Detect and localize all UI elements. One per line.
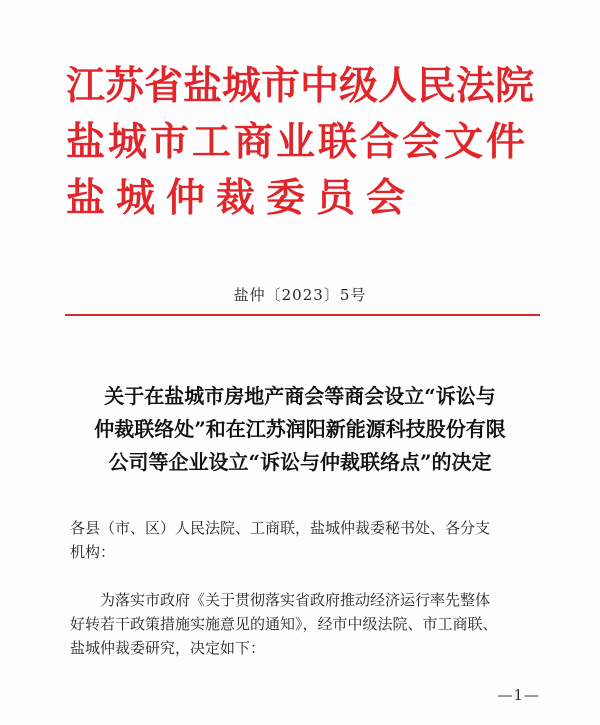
title-line-3: 公司等企业设立“诉讼与仲裁联络点”的决定 <box>108 450 492 474</box>
title-line-2: 仲裁联络处”和在江苏润阳新能源科技股份有限 <box>94 417 506 441</box>
header-court: 江苏省盐城市中级人民法院 <box>66 63 535 109</box>
body-line-2: 好转若干政策措施实施意见的通知》，经市中级法院、市工商联、 <box>70 615 498 633</box>
body-line-3: 盐城仲裁委研究，决定如下： <box>70 639 266 657</box>
title-line-1: 关于在盐城市房地产商会等商会设立“诉讼与 <box>104 384 496 408</box>
body-paragraph <box>70 588 540 660</box>
salutation <box>70 516 540 564</box>
page-number: —1— <box>497 686 540 704</box>
issuing-authorities-header <box>66 58 536 226</box>
document-number: 盐仲〔2023〕5号 <box>233 286 367 304</box>
salutation-line-1: 各县（市、区）人民法院、工商联，盐城仲裁委秘书处、各分支 <box>70 519 491 537</box>
header-federation: 盐城市工商业联合会文件 <box>66 119 529 165</box>
salutation-line-2: 机构： <box>70 543 116 561</box>
body-line-1: 为落实市政府《关于贯彻落实省政府推动经济运行率先整体 <box>100 591 491 609</box>
red-divider <box>65 314 540 316</box>
document-title <box>60 380 540 479</box>
header-arbitration: 盐城仲裁委员会 <box>66 175 417 221</box>
